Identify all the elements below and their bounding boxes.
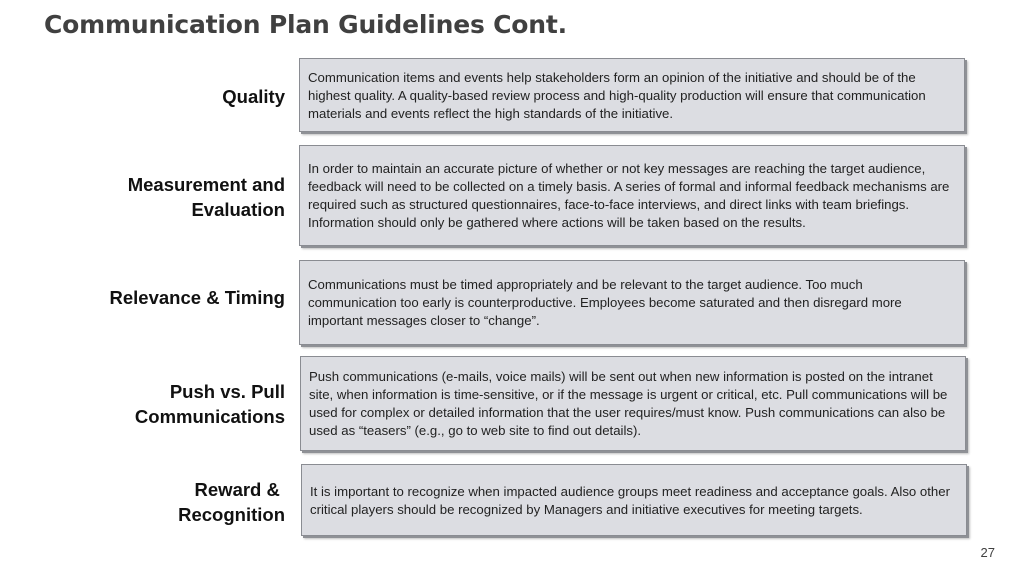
text-box-measurement xyxy=(299,145,965,246)
row-label-reward xyxy=(55,477,285,527)
row-text: Communication items and events help stakeholders form an opinion of the initiative and should be of the highest quality. A quality-based review process and high-quality production will ensure that communication materials and events reflect the high standards of the initiative. xyxy=(308,69,926,121)
row-text: Push communications (e-mails, voice mails) will be sent out when new information is posted on the intranet site, when information is time-sensitive, or if the message is urgent or critical, etc. Pull communications will be used for complex or detailed information that the user requires/must know. Push communications can also be used as “teasers” (e.g., go to web site to find out details). xyxy=(309,369,948,438)
text-box-reward xyxy=(301,464,967,536)
row-label-line: Communications xyxy=(134,406,285,427)
slide-title: Communication Plan Guidelines Cont. xyxy=(44,10,567,39)
row-label-measurement xyxy=(55,172,285,222)
row-label-line: Quality xyxy=(222,86,285,107)
row-label-line: Reward & xyxy=(194,479,285,500)
page-number: 27 xyxy=(980,545,995,560)
row-text: In order to maintain an accurate picture of whether or not key messages are reaching the target audience, feedback will need to be collected on a timely basis. A series of formal and informal feedback mechanisms are required such as structured questionnaires, face-to-face interviews, and direct links with team briefings. Information should only be gathered where actions will be taken based on the results. xyxy=(308,161,950,230)
text-box-quality xyxy=(299,58,965,132)
row-label-line: Push vs. Pull xyxy=(169,381,285,402)
row-label-line: Measurement and xyxy=(127,174,285,195)
row-label-line: Recognition xyxy=(178,504,285,525)
text-box-push-pull xyxy=(300,356,966,451)
row-label-quality xyxy=(55,84,285,109)
row-text: Communications must be timed appropriately and be relevant to the target audience. Too much communication too early is counterproductive. Employees become saturated and then disregard more important messages closer to “change”. xyxy=(308,277,902,328)
row-label-line: Relevance & Timing xyxy=(109,287,285,308)
row-label-line: Evaluation xyxy=(191,199,285,220)
row-label-push-pull xyxy=(55,379,285,429)
text-box-relevance xyxy=(299,260,965,345)
row-label-relevance xyxy=(55,285,285,310)
row-text: It is important to recognize when impacted audience groups meet readiness and acceptance goals. Also other critical players should be recognized by Managers and initiative executives for meeting targets. xyxy=(310,483,950,517)
